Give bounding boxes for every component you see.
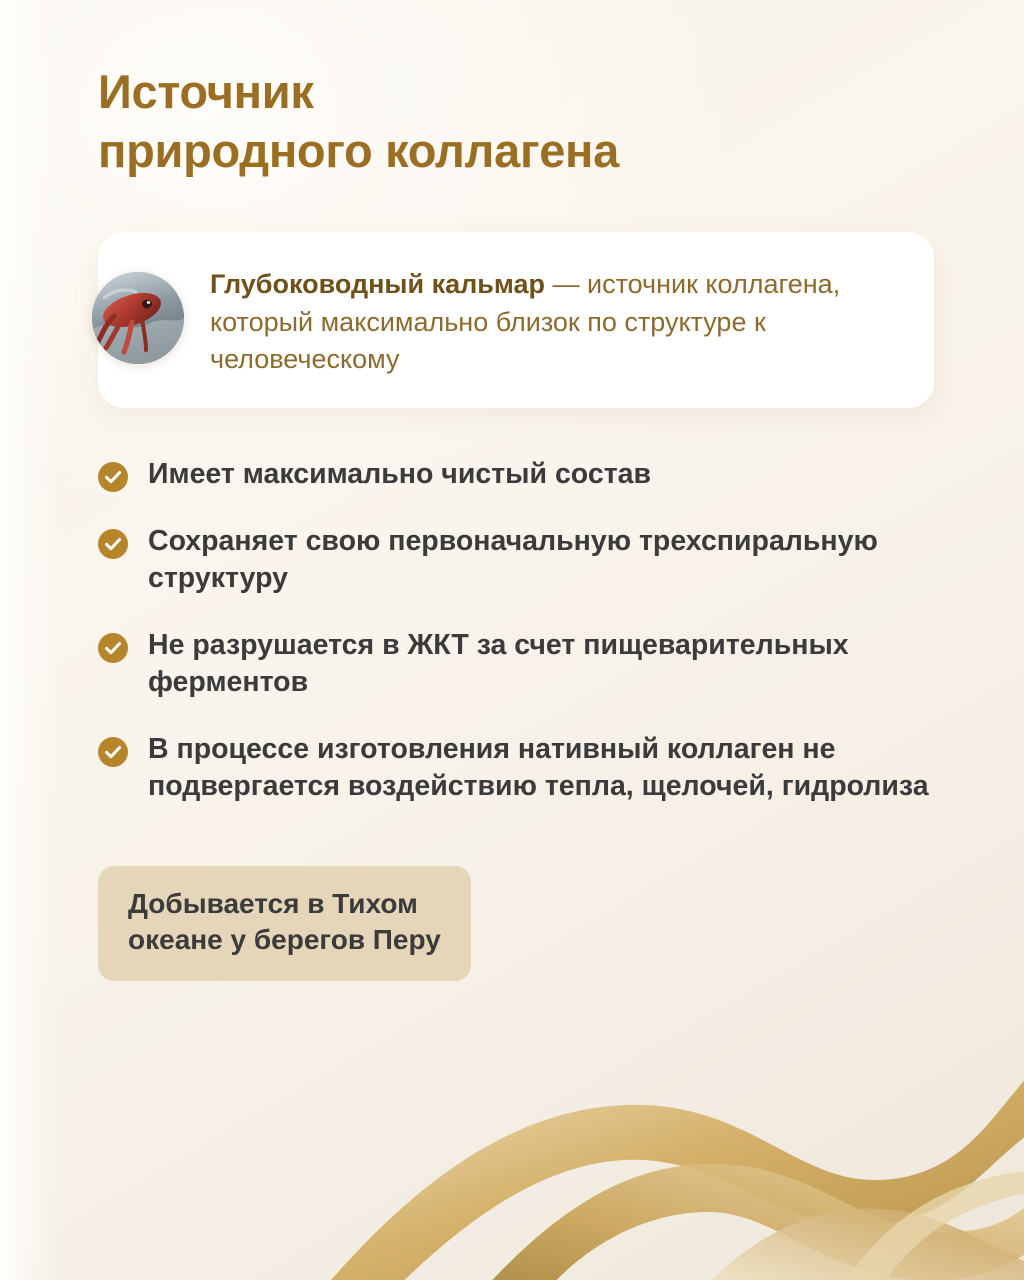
check-circle-icon xyxy=(98,529,128,559)
list-item-label: Имеет максимально чистый состав xyxy=(148,458,652,491)
card-text xyxy=(210,262,900,378)
origin-badge-line-2: океане у берегов Перу xyxy=(128,924,441,956)
deep-sea-squid-photo-icon xyxy=(92,272,184,364)
headline-line-2: природного коллагена xyxy=(98,124,619,178)
origin-badge xyxy=(98,866,471,982)
card-text-rest: — источник коллагена, который максимально близок по структуре к человеческому xyxy=(210,269,841,374)
highlight-card xyxy=(98,232,934,408)
check-circle-icon xyxy=(98,633,128,663)
list-item xyxy=(98,731,964,805)
list-item xyxy=(98,627,964,701)
list-item xyxy=(98,523,964,597)
benefits-list xyxy=(98,456,964,805)
list-item-label: Сохраняет свою первоначальную трехспиральную структуру xyxy=(148,525,878,595)
page-title xyxy=(98,62,918,180)
check-circle-icon xyxy=(98,462,128,492)
origin-badge-line-1: Добывается в Тихом xyxy=(128,887,418,919)
card-text-emphasis: Глубоководный кальмар xyxy=(210,269,545,300)
list-item-label: Не разрушается в ЖКТ за счет пищеварительных ферментов xyxy=(148,629,849,699)
headline-line-1: Источник xyxy=(98,65,314,118)
check-circle-icon xyxy=(98,737,128,767)
list-item xyxy=(98,456,964,493)
list-item-label: В процессе изготовления нативный коллаген не подвергается воздействию тепла, щелочей, гидролиза xyxy=(148,733,929,803)
